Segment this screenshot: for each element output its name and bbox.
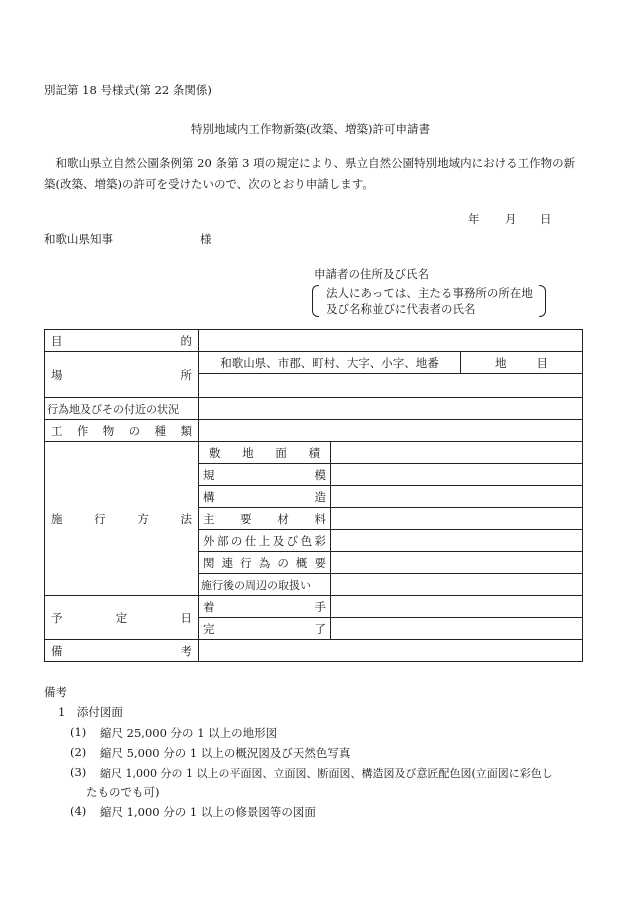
date-year-label: 年 [468,212,480,226]
body-line-2: 築(改築、増築)の許可を受けたいので、次のとおり申請します。 [44,177,374,191]
method-structure-label: 構 造 [199,486,331,508]
remarks-label: 備 考 [45,640,199,662]
schedule-start-field[interactable] [331,596,583,618]
schedule-completion-label: 完 了 [199,618,331,640]
purpose-label: 目 的 [45,330,199,352]
notes-sub-1-num: (1) [70,725,87,739]
form-number: 別記第 18 号様式(第 22 条関係) [44,83,212,97]
site-status-field[interactable] [199,398,583,420]
schedule-label: 予 定 日 [45,596,199,640]
structure-type-field[interactable] [199,420,583,442]
notes-sub-2-text: 縮尺 5,000 分の 1 以上の概況図及び天然色写真 [100,746,351,760]
notes-sub-2-num: (2) [70,745,87,759]
construction-method-label: 施 行 方 法 [45,442,199,596]
notes-sub-1-text: 縮尺 25,000 分の 1 以上の地形図 [100,726,278,740]
method-exterior-finish-field[interactable] [331,530,583,552]
applicant-note-line-2: 及び名称並びに代表者の氏名 [326,302,476,316]
application-table [44,329,583,662]
method-scale-label: 規 模 [199,464,331,486]
land-category-label: 地 目 [461,352,583,374]
structure-type-label: 工 作 物 の 種 類 [45,420,199,442]
right-bracket [539,285,546,317]
schedule-start-label: 着 手 [199,596,331,618]
remarks-field[interactable] [199,640,583,662]
applicant-note-bracket [312,285,546,317]
notes-sub-4-num: (4) [70,804,87,818]
addressee-honorific: 様 [200,232,212,246]
method-structure-field[interactable] [331,486,583,508]
location-field[interactable] [199,374,583,398]
notes-sub-3-continuation: たものでも可) [86,785,160,799]
applicant-note-line-1: 法人にあっては、主たる事務所の所在地 [326,286,533,300]
form-title: 特別地域内工作物新築(改築、増築)許可申請書 [191,122,430,136]
schedule-completion-field[interactable] [331,618,583,640]
method-exterior-finish-label: 外 部 の 仕 上 及 び 色 彩 [199,530,331,552]
method-scale-field[interactable] [331,464,583,486]
notes-sub-3-num: (3) [70,765,87,779]
left-bracket [312,285,319,317]
method-site-area-label: 敷 地 面 積 [199,442,331,464]
notes-sub-3-text: 縮尺 1,000 分の 1 以上の平面図、立面図、断面図、構造図及び意匠配色図(立面図に彩色し [100,767,553,780]
notes-sub-4-text: 縮尺 1,000 分の 1 以上の修景図等の図面 [100,805,316,819]
notes-heading: 備考 [44,685,67,699]
site-status-label: 行為地及びその付近の状況 [45,398,199,420]
method-related-activities-label: 関 連 行 為 の 概 要 [199,552,331,574]
method-surroundings-label: 施行後の周辺の取扱い [199,574,331,596]
method-related-activities-field[interactable] [331,552,583,574]
date-day-label: 日 [540,212,552,226]
method-surroundings-field[interactable] [331,574,583,596]
addressee: 和歌山県知事 [44,232,113,246]
method-site-area-field[interactable] [331,442,583,464]
location-label: 場 所 [45,352,199,398]
applicant-label: 申請者の住所及び氏名 [314,267,429,281]
body-line-1: 和歌山県立自然公園条例第 20 条第 3 項の規定により、県立自然公園特別地域内における工作物の新 [44,156,576,170]
purpose-field[interactable] [199,330,583,352]
method-materials-label: 主 要 材 料 [199,508,331,530]
notes-item-1: 1 添付図面 [58,705,123,719]
location-address-label: 和歌山県、市郡、町村、大字、小字、地番 [199,352,461,374]
method-materials-field[interactable] [331,508,583,530]
date-month-label: 月 [505,212,517,226]
